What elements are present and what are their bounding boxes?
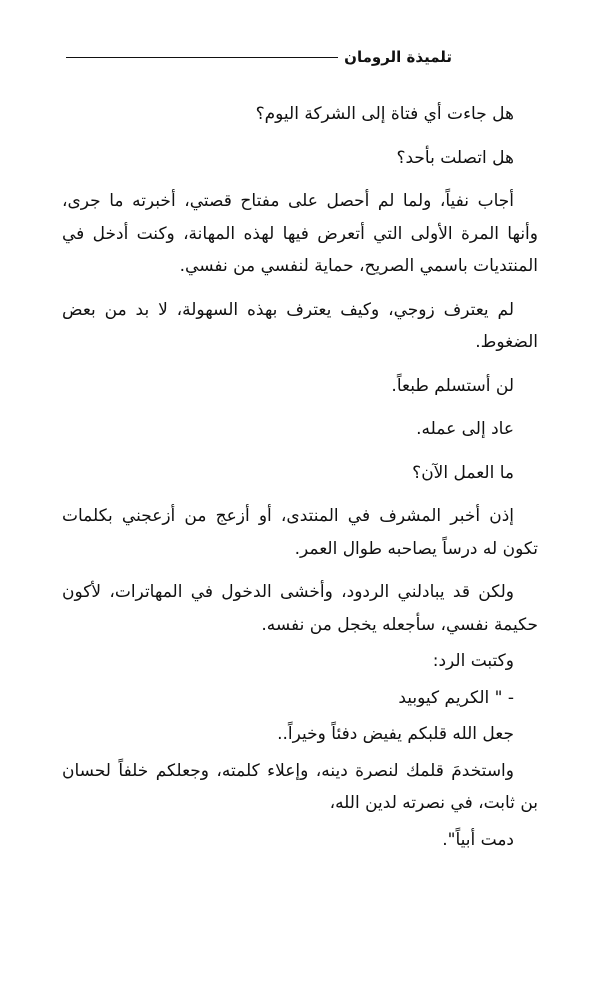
paragraph: ما العمل الآن؟ [412,462,514,483]
paragraph: هل جاءت أي فتاة إلى الشركة اليوم؟ [255,104,514,124]
running-header [66,42,452,72]
paragraph: أجاب نفياً، ولما لم أحصل على مفتاح قصتي، أخبرته ما جرى، وأنها المرة الأولى التي أتعرض فيها لهذه المهانة، وكنت أدخل في المنتديات باسمي الصريح، حماية لنفسي من نفسي. [62,191,538,276]
paragraph: جعل الله قلبكم يفيض دفئاً وخيراً.. [277,724,514,744]
paragraph: هل اتصلت بأحد؟ [396,147,514,168]
paragraph: - " الكريم كيوبيد [398,687,514,708]
paragraph: عاد إلى عمله. [416,419,514,439]
header-rule [66,57,338,58]
paragraph: دمت أبياً". [442,829,514,850]
paragraph: واستخدمَ قلمك لنصرة دينه، وإعلاء كلمته، وجعلكم خلفاً لحسان بن ثابت، في نصرته لدين الله، [62,760,538,813]
paragraph: وكتبت الرد: [432,651,514,671]
body-text [62,98,538,860]
paragraph: لن أستسلم طبعاً. [391,375,514,396]
paragraph: ولكن قد يبادلني الردود، وأخشى الدخول في المهاترات، لأكون حكيمة نفسي، سأجعله يخجل من نفسه. [62,582,538,635]
paragraph: إذن أخبر المشرف في المنتدى، أو أزعج من أزعجني بكلمات تكون له درساً يصاحبه طوال العمر. [62,506,538,559]
running-header-title: تلميذة الرومان [344,48,452,66]
paragraph: لم يعترف زوجي، وكيف يعترف بهذه السهولة، لا بد من بعض الضغوط. [62,299,538,352]
